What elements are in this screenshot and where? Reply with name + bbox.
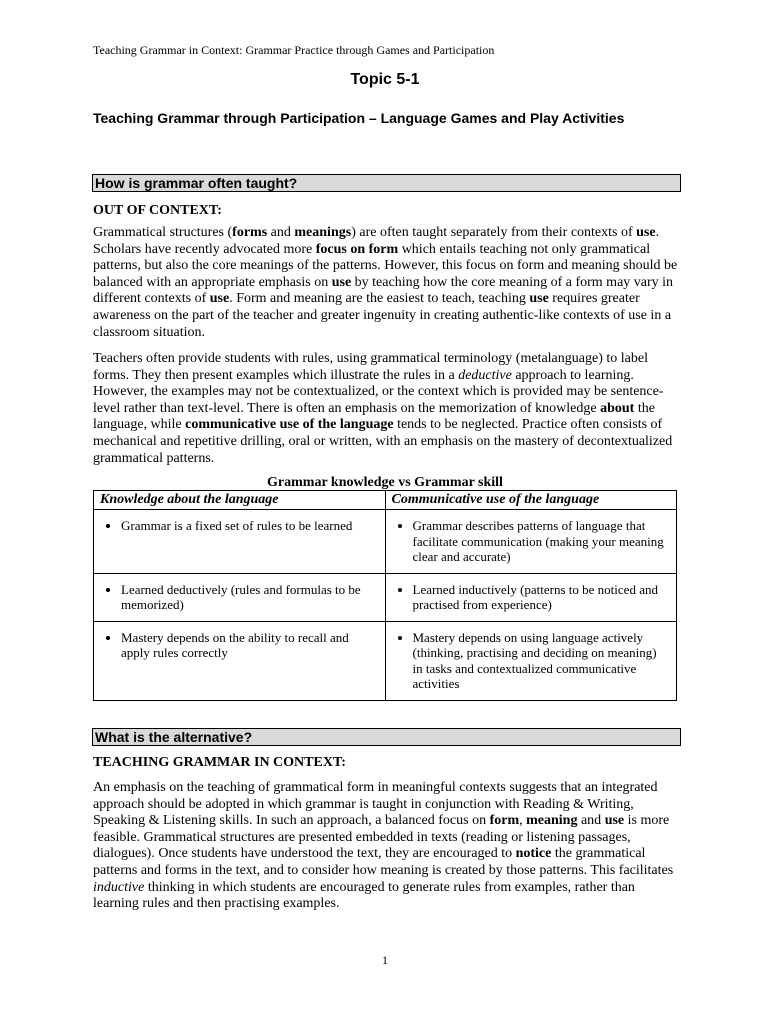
text-run: requires greater awareness on the part of the teacher and greater ingenuity in creating authentic-like contexts of use in a classroom situation.	[93, 291, 672, 340]
bullet-item: • Learned inductively (patterns to be noticed and practised from experience)	[413, 582, 669, 613]
text-run: thinking in which students are encouraged to generate rules from examples, rather than learning rules and then practising examples.	[93, 879, 635, 912]
document-subtitle: Teaching Grammar through Participation – Language Games and Play Activities	[93, 110, 625, 126]
bold-emphasis: meaning	[526, 813, 578, 829]
table-row	[94, 621, 677, 700]
text-run: and	[267, 225, 295, 240]
table-row	[94, 510, 677, 574]
text-run: and	[577, 813, 605, 829]
bold-emphasis: use	[604, 813, 625, 829]
topic-title: Topic 5-1	[350, 71, 420, 88]
table-header-row	[94, 491, 677, 510]
table-cell	[94, 510, 386, 574]
bold-emphasis: meanings	[294, 225, 352, 240]
text-run: ) are often taught separately from their contexts of	[351, 225, 637, 240]
table-cell	[94, 621, 386, 700]
text-run: An emphasis on the teaching of grammatical form in meaningful contexts suggests that an integrated approach should be adopted in which grammar is taught in conjunction with Reading & Writing, Speaking & Listening skills. In such an approach, a balanced focus on	[93, 780, 658, 829]
italic-emphasis: deductive	[458, 367, 512, 383]
table-cell	[94, 573, 386, 621]
bold-emphasis: notice	[515, 846, 552, 862]
bold-emphasis: use	[529, 291, 549, 307]
bullet-item: • Learned deductively (rules and formulas to be memorized)	[121, 582, 377, 613]
paragraph-teaching-in-context	[93, 780, 679, 913]
table-row	[94, 573, 677, 621]
text-run: approach to learning. However, the examples may not be contextualized, or the context which is provided may be sentence-level rather than text-level. There is often an emphasis on the memorization of knowledge	[93, 367, 664, 416]
text-run: by teaching how the core meaning of a form may vary in different contexts of	[93, 274, 674, 307]
column-header-knowledge: Knowledge about the language	[94, 491, 386, 510]
bold-emphasis: form	[489, 813, 520, 829]
bold-emphasis: forms	[232, 225, 268, 240]
text-run: Teachers often provide students with rules, using grammatical terminology (metalanguage) to label forms. They then present examples which illustrate the rules in a	[93, 351, 648, 383]
bullet-item: • Mastery depends on using language actively (thinking, practising and deciding on meaning) in tasks and contextualized communicative activities	[413, 630, 669, 692]
bullet-item: • Grammar describes patterns of language that facilitate communication (making your meaning clear and accurate)	[413, 518, 669, 565]
bold-emphasis: use	[209, 291, 230, 307]
table-cell	[385, 573, 677, 621]
bold-emphasis: about	[600, 400, 635, 416]
paragraph-grammatical-structures	[93, 225, 679, 341]
page-number: 1	[382, 953, 388, 967]
bold-emphasis: focus on form	[315, 241, 399, 257]
paragraph-teachers-rules	[93, 351, 679, 467]
bold-emphasis: use	[636, 225, 656, 240]
text-run: the grammatical patterns and forms in the text, and to consider how meaning is created by those patterns. This facilitates	[93, 846, 674, 878]
italic-emphasis: inductive	[93, 879, 145, 895]
text-run: . Form and meaning are the easiest to teach, teaching	[229, 291, 530, 307]
bullet-item: • Grammar is a fixed set of rules to be learned	[121, 518, 377, 534]
comparison-table	[93, 490, 677, 701]
bold-emphasis: use	[331, 274, 352, 290]
table-cell	[385, 510, 677, 574]
text-run: ,	[519, 813, 527, 829]
table-cell	[385, 621, 677, 700]
text-run: which entails teaching not only grammatical patterns, but also the core meanings of the patterns. However, this focus on form and meaning should be balanced with an appropriate emphasis on	[93, 241, 678, 290]
text-run: tends to be neglected. Practice often consists of mechanical and repetitive drilling, oral or written, with an emphasis on the mastery of decontextualized grammatical patterns.	[93, 417, 673, 466]
text-run: . Scholars have recently advocated more	[93, 225, 660, 257]
bullet-item: • Mastery depends on the ability to recall and apply rules correctly	[121, 630, 377, 661]
column-header-communicative: Communicative use of the language	[385, 491, 677, 510]
running-header: Teaching Grammar in Context: Grammar Practice through Games and Participation	[93, 43, 495, 57]
section-heading-how-taught: How is grammar often taught?	[92, 174, 681, 192]
text-run: is more feasible. Grammatical structures are presented embedded in texts (reading or listening passages, dialogues). Once students have understood the text, they are encouraged to	[93, 813, 670, 862]
section-kicker-out-of-context: OUT OF CONTEXT:	[93, 203, 222, 218]
section-kicker-in-context: TEACHING GRAMMAR IN CONTEXT:	[93, 755, 346, 770]
table-title: Grammar knowledge vs Grammar skill	[267, 475, 503, 490]
text-run: the language, while	[93, 400, 655, 433]
text-run: Grammatical structures (	[93, 225, 233, 240]
bold-emphasis: communicative use of the language	[185, 417, 394, 433]
section-heading-alternative: What is the alternative?	[92, 728, 681, 746]
